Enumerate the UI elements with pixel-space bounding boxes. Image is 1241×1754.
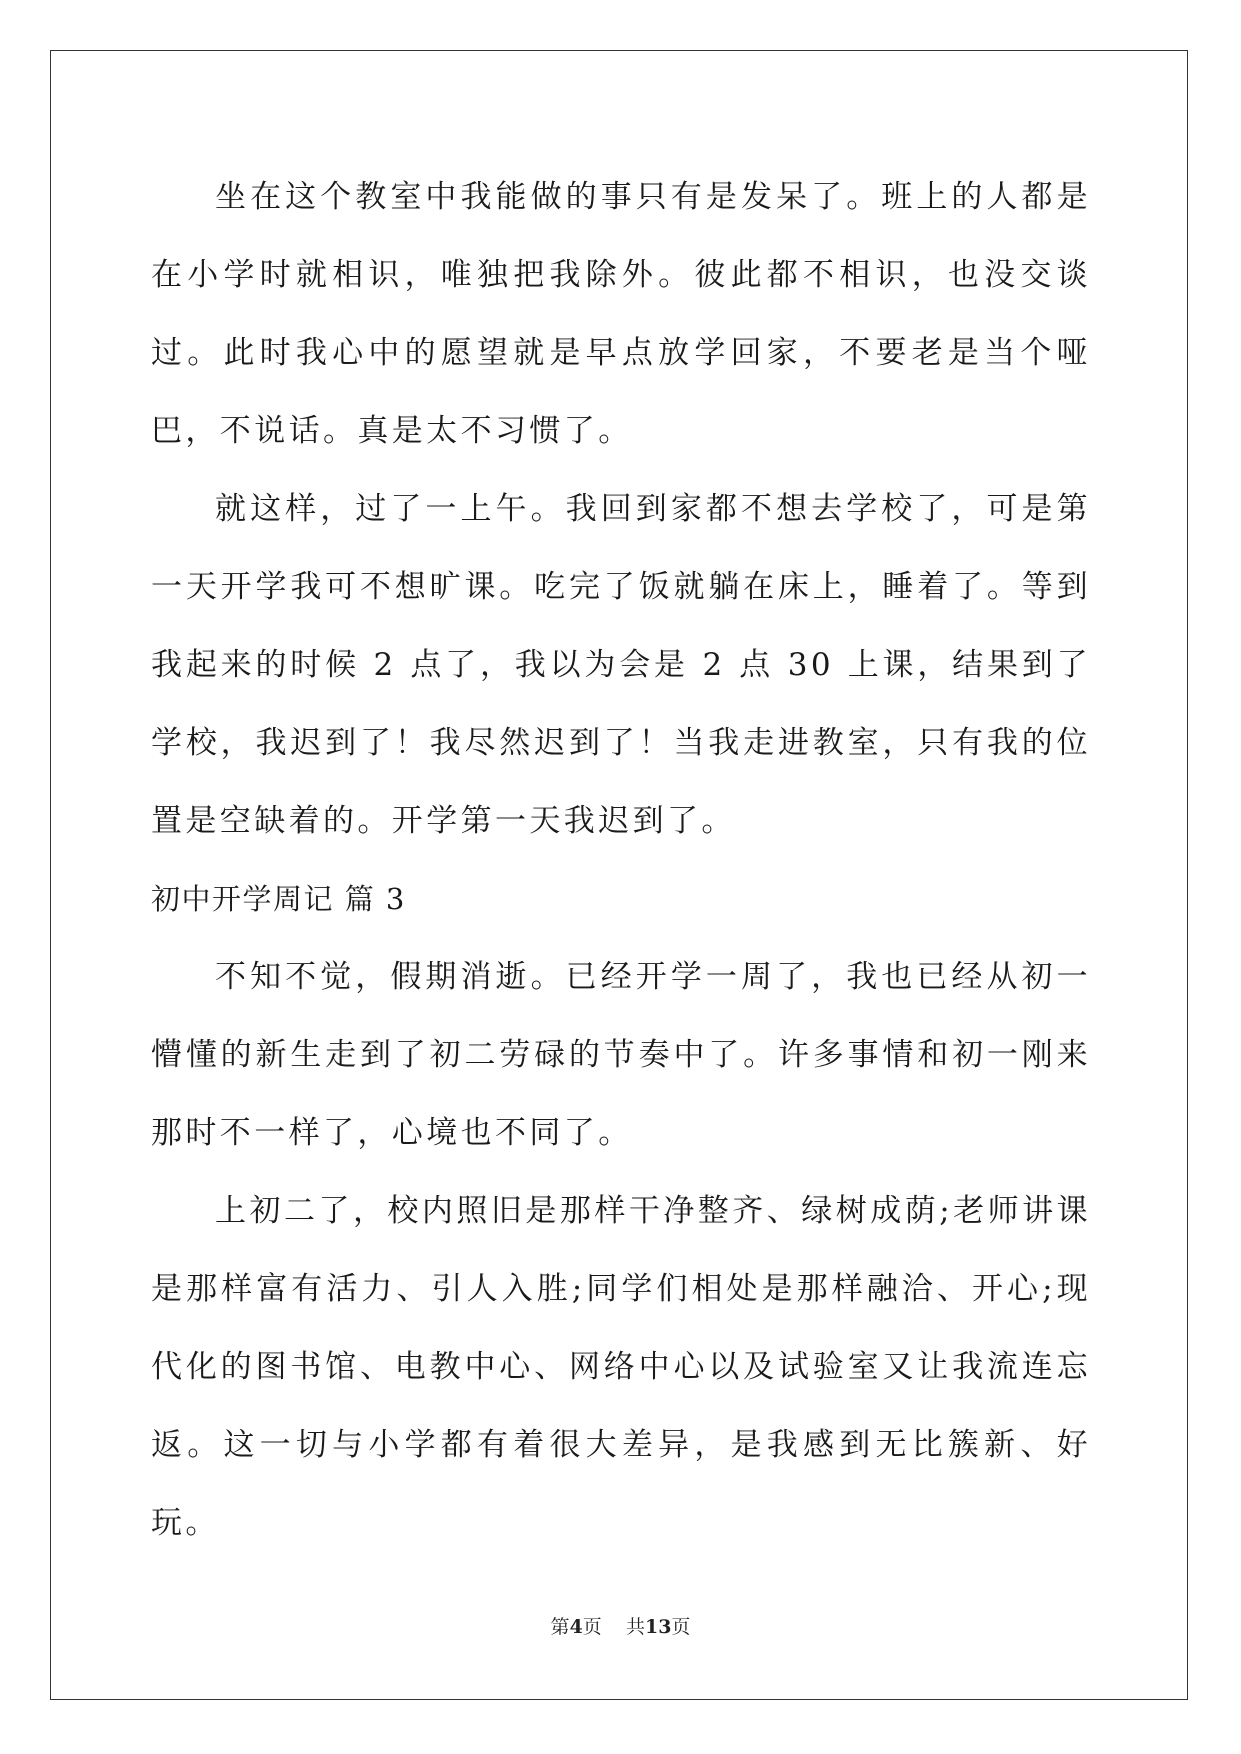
page-total: 13 — [644, 1616, 672, 1638]
page-footer — [0, 1612, 1241, 1639]
section-title: 初中开学周记 篇 3 — [151, 882, 406, 916]
page-suffix: 页 — [671, 1616, 691, 1638]
page-current: 4 — [569, 1616, 583, 1638]
page-prefix: 第 — [550, 1616, 570, 1638]
document-body — [151, 158, 1091, 1562]
paragraph-2: 就这样，过了一上午。我回到家都不想去学校了，可是第一天开学我可不想旷课。吃完了饭就躺在床上，睡着了。等到我起来的时候 2 点了，我以为会是 2 点 30 上课，结果到了学校，我迟到了！我尽然迟到了！当我走进教室，只有我的位置是空缺着的。开学第一天我迟到了。 — [151, 491, 1091, 839]
paragraph-1: 坐在这个教室中我能做的事只有是发呆了。班上的人都是在小学时就相识，唯独把我除外。彼此都不相识，也没交谈过。此时我心中的愿望就是早点放学回家，不要老是当个哑巴，不说话。真是太不习惯了。 — [151, 179, 1091, 449]
page-mid: 页 共 — [582, 1616, 645, 1638]
paragraph-4: 上初二了，校内照旧是那样干净整齐、绿树成荫;老师讲课是那样富有活力、引人入胜;同学们相处是那样融洽、开心;现代化的图书馆、电教中心、网络中心以及试验室又让我流连忘返。这一切与小学都有着很大差异，是我感到无比簇新、好玩。 — [151, 1193, 1091, 1541]
paragraph-3: 不知不觉，假期消逝。已经开学一周了，我也已经从初一懵懂的新生走到了初二劳碌的节奏中了。许多事情和初一刚来那时不一样了，心境也不同了。 — [151, 959, 1091, 1151]
